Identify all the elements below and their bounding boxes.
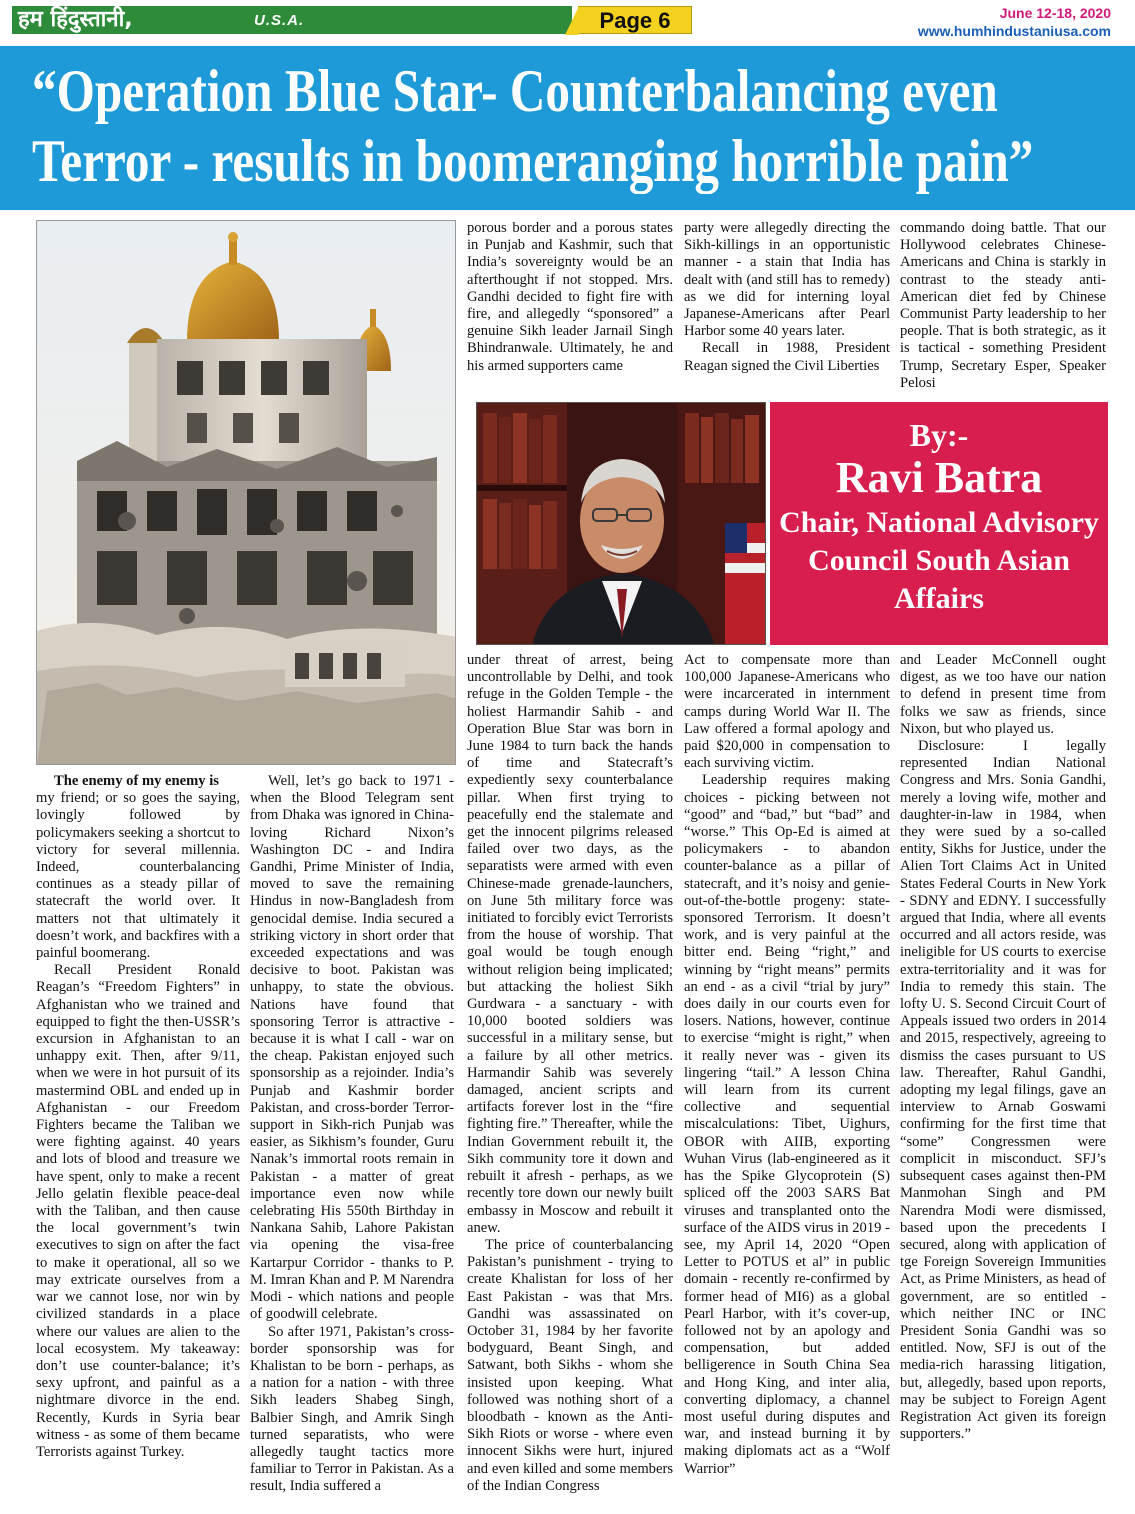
byline-box [770, 402, 1108, 645]
article-paragraph: porous border and a porous states in Punjab and Kashmir, such that India’s sovereignty would be an afterthought if not stopped. Mrs. Gandhi decided to fight fire with fire, and allegedly “sponsored” a genuine Sikh leader Jarnail Singh Bhindranwale. Ultimately, he and his armed supporters came [467, 220, 673, 374]
temple-painting-image [36, 220, 456, 765]
article-column-3-bottom [467, 652, 673, 1495]
headline-line-2: Terror - results in boomeranging horrible pain” [32, 128, 1034, 194]
article-paragraph: Leadership requires making choices - picking between not “good” and “bad,” but “bad” and “worse.” This Op-Ed is aimed at policymakers - to abandon counter-balance as a pillar of statecraft, and it’s noisy and genie-out-of-the-bottle progeny: state-sponsored Terrorism. It doesn’t work, and is very painful at the bitter end. Being “right,” and winning by “right means” permits an end - as a civil “trial by jury” does daily in our courts even for losers. Nations, however, continue to exercise “might is right,” when it really never was - given its lingering “tail.” A lesson China will learn from its current collective and sequential miscalculations: Tibet, Uighurs, OBOR with AIIB, exporting Wuhan Virus (lab-engineered as it has the Spike Glycoprotein (S) spliced off the 2003 SARS Bat viruses and transplanted onto the surface of the AIDS virus in 2019 - see, my April 14, 2020 “Open Letter to POTUS et al” in public domain - recently re-confirmed by former head of MI6) as a global Pearl Harbor, with it’s cover-up, followed not by an apology and compensation, but added belligerence in South China Sea and Hong King, and inter alia, converting diplomacy, a channel most useful during disputes and war, and instead burning it by making diplomats act as a “Wolf Warrior” [684, 772, 890, 1477]
article-paragraph: Recall in 1988, President Reagan signed the Civil Liberties [684, 340, 890, 374]
article-paragraph: Disclosure: I legally represented Indian National Congress and Mrs. Sonia Gandhi, merely a loving wife, mother and daughter-in-law in 1984, when they were sued by a so-called entity, Sikhs for Justice, under the Alien Tort Claims Act in United States Federal Courts in New York - SDNY and EDNY. I successfully argued that India, where all events occurred and all actors reside, was ineligible for US courts to exercise extra-territoriality and it was for India to remedy this stain. The lofty U. S. Second Circuit Court of Appeals issued two orders in 2014 and 2015, respectively, agreeing to dismiss the cases pursuant to US law. Thereafter, Rahul Gandhi, adopting my legal filings, gave an interview to Arnab Goswami confirming for the first time that “some” Congressmen were complicit in misconduct. SFJ’s subsequent cases against then-PM Manmohan Singh and PM Narendra Modi were dismissed, based upon the precedents I secured, along with application of tge Foreign Sovereign Immunities Act, as Prime Ministers, as head of government, are so entitled - which neither INC or INC President Sonia Gandhi was so entitled. Now, SFJ is out of the media-rich harassing litigation, but, allegedly, based upon reports, may be subject to Foreign Agent Registration Act given its foreign supporters.” [900, 738, 1106, 1443]
page-number: Page 6 [578, 6, 692, 34]
author-role-line: Affairs [894, 582, 984, 615]
article-column-5-top [900, 220, 1106, 392]
author-role-line: Council South Asian [808, 544, 1070, 577]
article-paragraph: Recall President Ronald Reagan’s “Freedom Fighters” in Afghanistan who we trained and equipped to fight the then-USSR’s excursion in Afghanistan to an unhappy exit. Then, after 9/11, when we were in hot pursuit of its mastermind OBL and ended up in Afghanistan - our Freedom Fighters became the Taliban we were fighting against. 40 years and lots of blood and treasure we have spent, only to make a recent Jello gelatin flexible peace-deal with the Taliban, and then cause the local government’s twin executives to sign on after the fact to make it operational, all so we may extricate ourselves from a war we cannot lose, nor win by civilized standards in a place where our values are alien to the local ecosystem. My takeaway: don’t use counter-balance; it’s sexy upfront, and painful as a nightmare divorce in the end. Recently, Kurds in Syria bear witness - as some of them became Terrorists against Turkey. [36, 962, 240, 1460]
article-column-3-top [467, 220, 673, 375]
newspaper-name: हम हिंदुस्तानी, [18, 7, 133, 32]
article-column-2 [250, 773, 454, 1496]
article-lead: The enemy of my enemy is [54, 773, 219, 789]
article-paragraph [36, 773, 240, 790]
issue-date: June 12-18, 2020 [999, 5, 1111, 21]
author-role-line: Chair, National Advisory [779, 506, 1099, 539]
newspaper-name-suffix: U.S.A. [254, 12, 305, 29]
article-paragraph: my friend; or so goes the saying, lovingly followed by policymakers seeking a shortcut to victory for several millennia. Indeed, counterbalancing continues as a steady pillar of statecraft the world over. It matters not that ultimately it doesn’t work, and backfires with a painful boomerang. [36, 790, 240, 962]
byline-label: By:- [909, 417, 969, 453]
brand-bar [12, 6, 572, 34]
article-paragraph: and Leader McConnell ought digest, as we too have our nation to defend in present time from folks we saw as friends, since Nixon, but who played us. [900, 652, 1106, 737]
author-portrait-image [476, 402, 766, 645]
headline [32, 56, 1034, 196]
article-column-4-top [684, 220, 890, 375]
article-column-5-bottom [900, 652, 1106, 1443]
article-paragraph: commando doing battle. That our Hollywood celebrates Chinese-Americans and China is starkly in contrast to the steady anti-American diet fed by Chinese Communist Party leadership to her people. That is both strategic, as it is tactical - something President Trump, Secretary Esper, Speaker Pelosi [900, 220, 1106, 391]
article-paragraph: So after 1971, Pakistan’s cross-border sponsorship was for Khalistan to be born - perhaps, as a nation for a nation - with three Sikh leaders Shabeg Singh, Balbier Singh, and Amrik Singh turned separatists, who were allegedly taught tactics more familiar to Terror in Pakistan. As a result, India suffered a [250, 1323, 454, 1495]
article-paragraph: The price of counterbalancing Pakistan’s punishment - trying to create Khalistan for loss of her East Pakistan - was that Mrs. Gandhi was assassinated on October 31, 1984 by her favorite bodyguard, Beant Singh, and Satwant, both Sikhs - whom she insisted upon keeping. What followed was nothing short of a bloodbath - known as the Anti-Sikh Riots or worse - where even innocent Sikhs were hurt, injured and even killed and some members of the Indian Congress [467, 1236, 673, 1494]
article-paragraph: under threat of arrest, being uncontrollable by Delhi, and took refuge in the Golden Temple - the holiest Harmandir Sahib - and Operation Blue Star was born in June 1984 to turn back the hands of time and Statecraft’s expediently sexy counterbalance pillar. When first trying to peacefully end the stalemate and get the innocent pilgrims released failed over two days, as the separatists were armed with even Chinese-made grenade-launchers, on June 5th military force was initiated to forcibly evict Terrorists from the house of worship. That goal would be tough enough without religion being implicated; but attacking the holiest Sikh Gurdwara - a sanctuary - with 10,000 booted soldiers was successful in a military sense, but a failure by all other metrics. Harmandir Sahib was severely damaged, ancient scripts and artifacts forever lost in the “fire fighting fire.” Thereafter, while the Indian Government rebuilt it, the Sikh community tore it down and rebuilt it afresh - perhaps, as we recently tore down our newly built embassy in Moscow and rebuilt it anew. [467, 652, 673, 1236]
article-paragraph: Act to compensate more than 100,000 Japanese-Americans who were incarcerated in internment camps during World War II. The Law offered a formal apology and paid $20,000 in compensation to each surviving victim. [684, 652, 890, 772]
headline-line-1: “Operation Blue Star- Counterbalancing even [32, 58, 998, 124]
website-link[interactable]: www.humhindustaniusa.com [917, 23, 1111, 39]
article-column-4-bottom [684, 652, 890, 1478]
article-paragraph: Well, let’s go back to 1971 - when the Blood Telegram sent from Dhaka was ignored in China-loving Richard Nixon’s Washington DC - and Indira Gandhi, Prime Minister of India, moved to save the remaining Hindus in now-Bangladesh from genocidal demise. India secured a striking victory in short order that exceeded expectations and was decisive to boot. Pakistan was unhappy, to state the obvious. Nations have found that sponsoring Terror is attractive - because it is what I call - war on the cheap. Pakistan enjoyed such sponsorship as a rejoinder. India’s Punjab and Kashmir border Pakistan, and cross-border Terror-support in Sikh-rich Punjab was easier, as Sikhism’s founder, Guru Nanak’s immortal roots remain in Pakistan - a matter of great importance even now while celebrating His 550th Birthday in Nankana Sahib, Lahore Pakistan via opening the visa-free Kartarpur Corridor - thanks to P. M. Imran Khan and P. M Narendra Modi - which nations and people of goodwill celebrate. [250, 773, 454, 1323]
dateline [918, 5, 1111, 40]
article-column-1 [36, 773, 240, 1461]
article-paragraph: party were allegedly directing the Sikh-killings in an opportunistic manner - a stain that India has dealt with (and still has to remedy) as we did for interning loyal Japanese-Americans after Pearl Harbor some 40 years later. [684, 220, 890, 340]
masthead [0, 0, 1135, 44]
author-role [770, 504, 1108, 618]
headline-banner [0, 46, 1135, 210]
author-name: Ravi Batra [835, 453, 1043, 502]
